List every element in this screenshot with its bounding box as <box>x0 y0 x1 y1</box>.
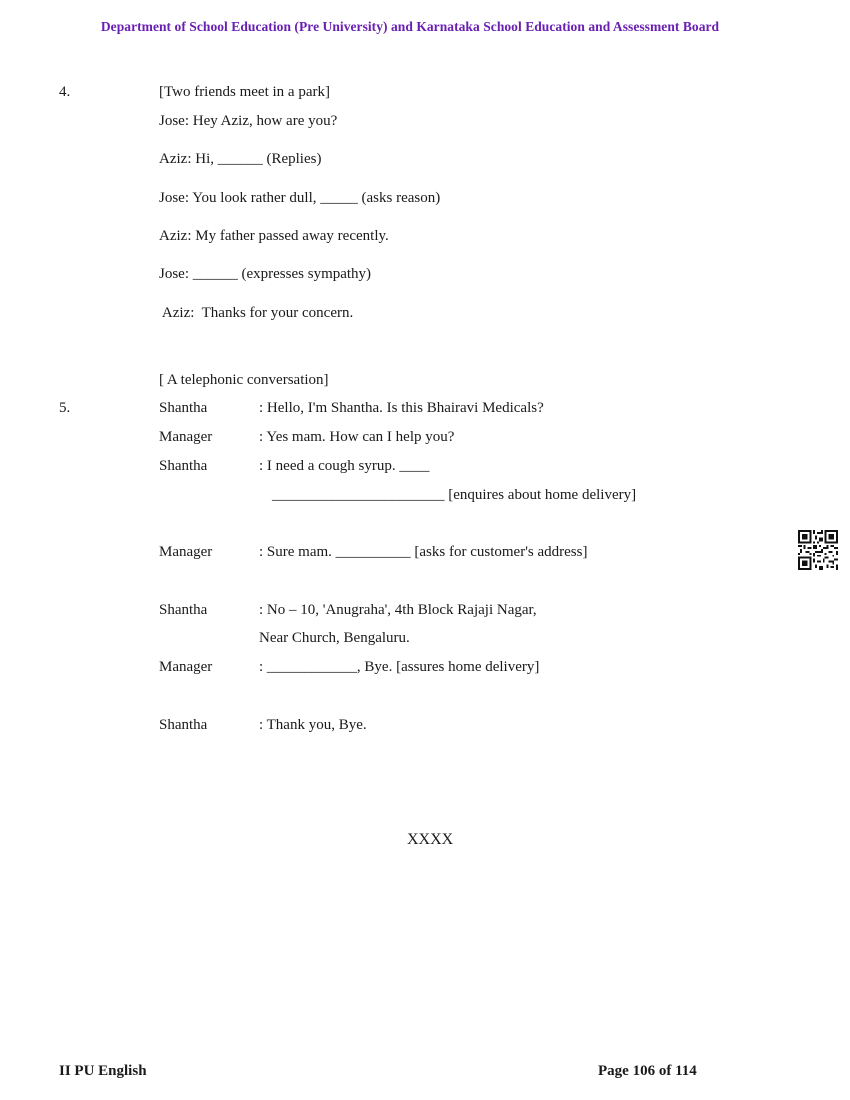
speaker-label: Manager <box>159 429 213 445</box>
speaker-line-continued: Near Church, Bengaluru. <box>259 630 410 646</box>
dialogue-line: Aziz: Thanks for your concern. <box>159 305 354 321</box>
speaker-line: : ____________, Bye. [assures home delivery] <box>259 659 540 675</box>
qr-code-icon <box>798 530 838 570</box>
question-5-number: 5. <box>59 400 71 416</box>
question-5-context: [ A telephonic conversation] <box>159 372 329 388</box>
speaker-line: : Thank you, Bye. <box>259 717 367 733</box>
speaker-line: : Hello, I'm Shantha. Is this Bhairavi Medicals? <box>259 400 544 416</box>
speaker-line-continued: _______________________ [enquires about home delivery] <box>272 487 637 503</box>
page-number: Page 106 of 114 <box>598 1063 697 1079</box>
dialogue-line: Jose: ______ (expresses sympathy) <box>159 266 372 282</box>
speaker-line: : Yes mam. How can I help you? <box>259 429 455 445</box>
footer-subject: II PU English <box>59 1063 147 1079</box>
question-4-number: 4. <box>59 84 71 100</box>
speaker-label: Manager <box>159 659 213 675</box>
dialogue-line: Jose: Hey Aziz, how are you? <box>159 113 338 129</box>
dialogue-line: Aziz: My father passed away recently. <box>159 228 389 244</box>
speaker-line: : No – 10, 'Anugraha', 4th Block Rajaji Nagar, <box>259 602 537 618</box>
speaker-label: Shantha <box>159 400 208 416</box>
page-header: Department of School Education (Pre University) and Karnataka School Education and Assessment Board <box>100 19 720 34</box>
dialogue-line: Jose: You look rather dull, _____ (asks reason) <box>159 190 441 206</box>
speaker-label: Shantha <box>159 458 208 474</box>
speaker-label: Manager <box>159 544 213 560</box>
speaker-line: : Sure mam. __________ [asks for customer's address] <box>259 544 588 560</box>
question-4-context: [Two friends meet in a park] <box>159 84 330 100</box>
dialogue-line: Aziz: Hi, ______ (Replies) <box>159 151 322 167</box>
speaker-line: : I need a cough syrup. ____ <box>259 458 430 474</box>
speaker-label: Shantha <box>159 717 208 733</box>
speaker-label: Shantha <box>159 602 208 618</box>
end-mark: XXXX <box>407 831 454 848</box>
